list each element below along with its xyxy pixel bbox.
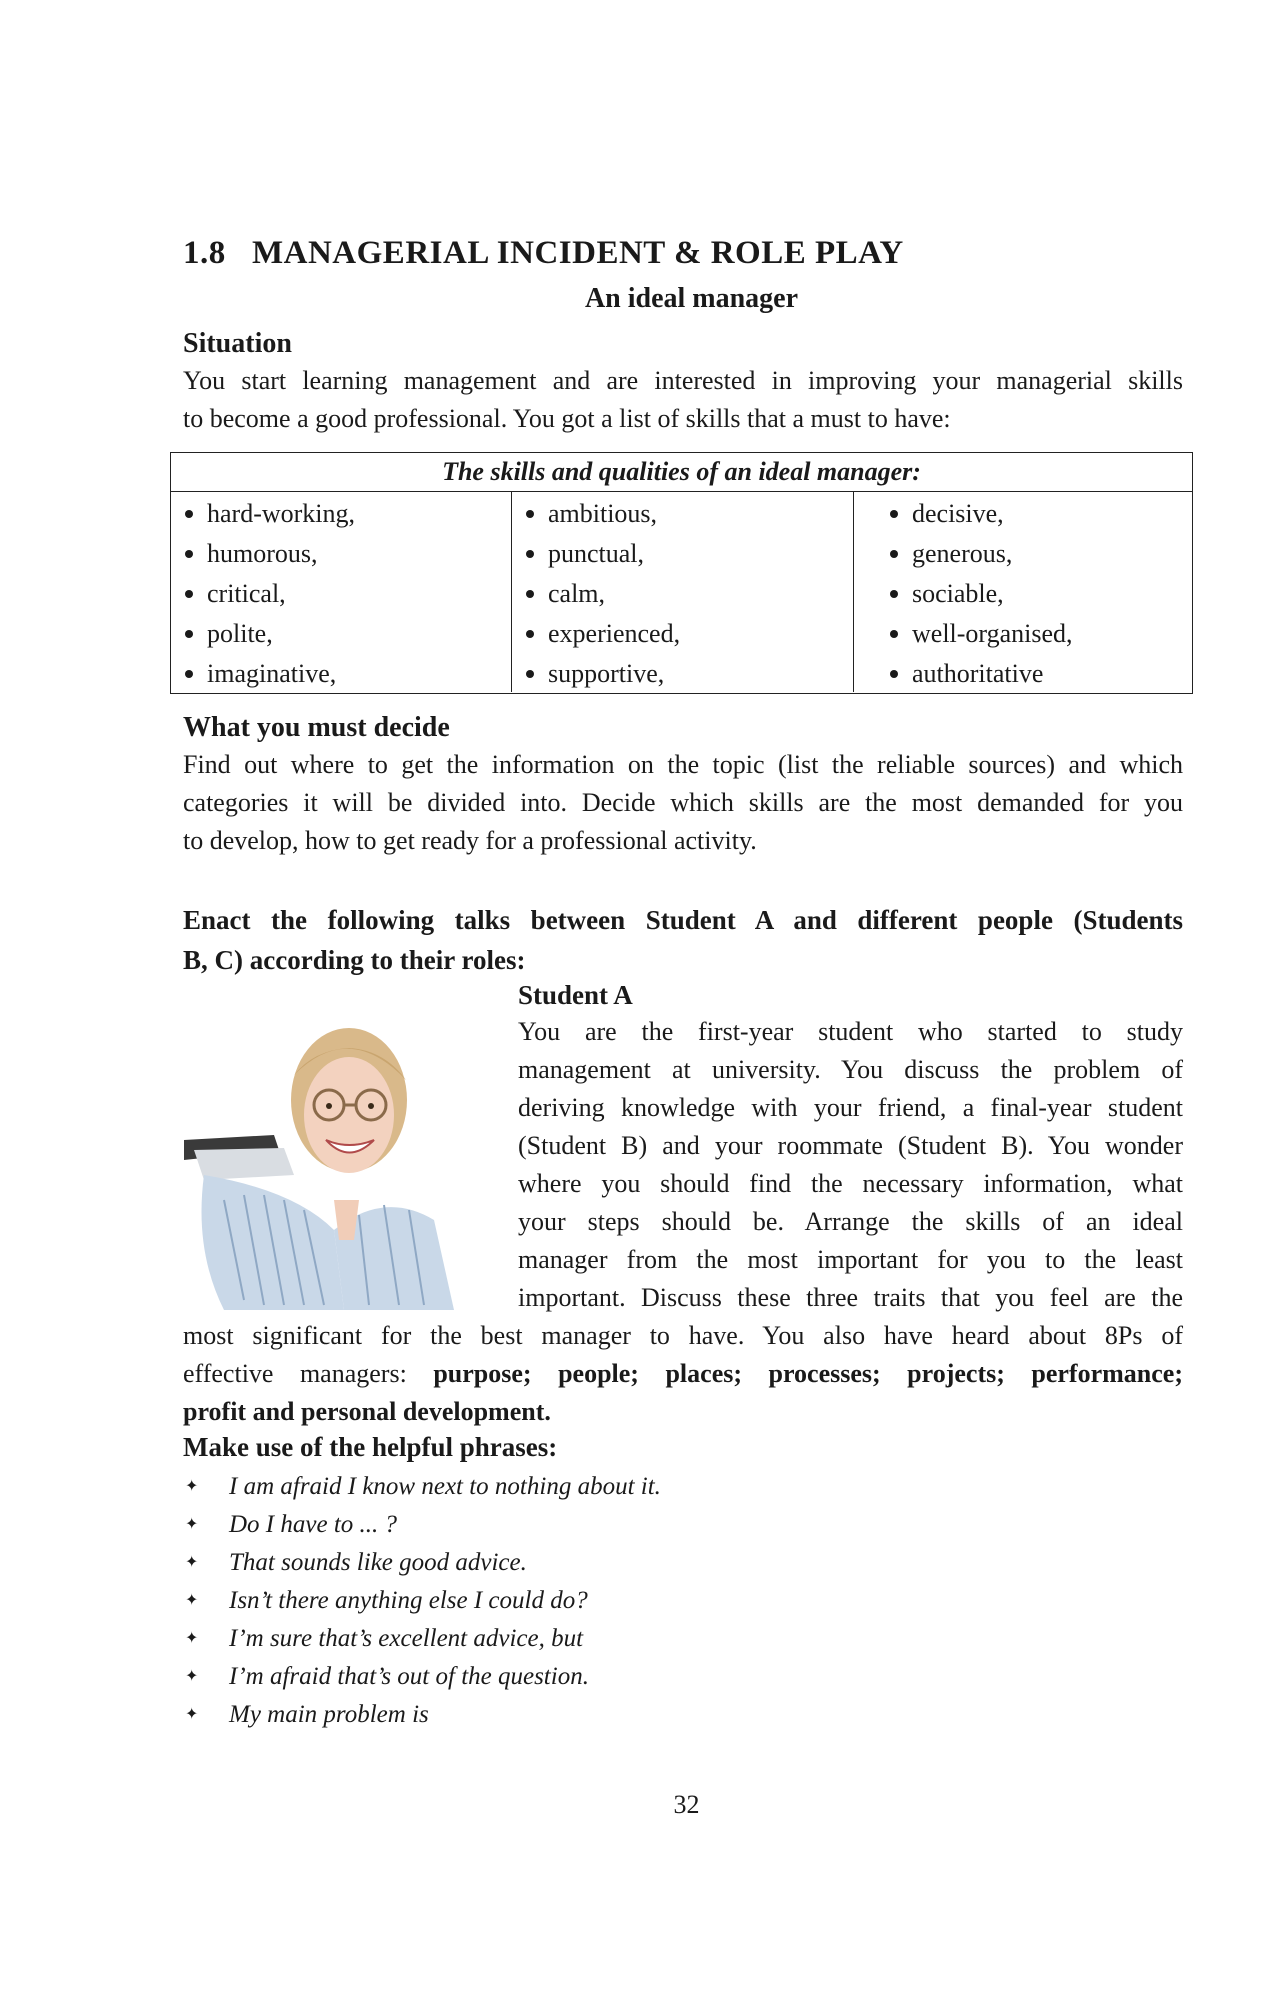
bullet-icon xyxy=(526,670,534,678)
bullet-icon xyxy=(890,510,898,518)
student-a-line: effective managers: purpose; people; places; processes; projects; performance; xyxy=(183,1359,1183,1388)
skill-item: sociable, xyxy=(854,574,1192,614)
decide-line: Find out where to get the information on the topic (list the reliable sources) and which xyxy=(183,750,1183,779)
page-number: 32 xyxy=(673,1790,700,1819)
star-bullet-icon: ✦ xyxy=(185,1554,199,1571)
enact-line: B, C) according to their roles: xyxy=(183,945,526,975)
skill-item: humorous, xyxy=(171,534,511,574)
bullet-icon xyxy=(185,550,193,558)
phrase-item: ✦ I’m sure that’s excellent advice, but xyxy=(183,1620,1183,1658)
bullet-icon xyxy=(185,630,193,638)
student-a-line: most significant for the best manager to have. You also have heard about 8Ps of xyxy=(183,1321,1183,1350)
subtitle: An ideal manager xyxy=(584,283,799,314)
skill-item: decisive, xyxy=(854,494,1192,534)
skill-item: punctual, xyxy=(512,534,853,574)
bullet-icon xyxy=(526,590,534,598)
student-a-line: You are the first-year student who started to study xyxy=(518,1017,1183,1046)
skill-item: ambitious, xyxy=(512,494,853,534)
bullet-icon xyxy=(185,510,193,518)
bullet-icon xyxy=(890,550,898,558)
phrase-item: ✦ My main problem is xyxy=(183,1696,1183,1734)
skill-item: calm, xyxy=(512,574,853,614)
skill-item: well-organised, xyxy=(854,614,1192,654)
section-title xyxy=(183,235,904,272)
skill-item: critical, xyxy=(171,574,511,614)
skill-item: hard-working, xyxy=(171,494,511,534)
enact-line: Enact the following talks between Student A and different people (Students xyxy=(183,905,1183,935)
student-a-line: where you should find the necessary information, what xyxy=(518,1169,1183,1198)
student-photo-illustration xyxy=(184,1000,494,1310)
student-a-full-text xyxy=(183,1317,1183,1431)
phrase-item: ✦ That sounds like good advice. xyxy=(183,1544,1183,1582)
situation-line: You start learning management and are interested in improving your managerial skills xyxy=(183,366,1183,395)
skill-item: supportive, xyxy=(512,654,853,694)
phrases-list xyxy=(183,1468,1183,1734)
star-bullet-icon: ✦ xyxy=(185,1706,199,1723)
bullet-icon xyxy=(890,590,898,598)
skill-item: imaginative, xyxy=(171,654,511,694)
decide-heading: What you must decide xyxy=(183,712,450,743)
phrase-item: ✦ Do I have to ... ? xyxy=(183,1506,1183,1544)
bullet-icon xyxy=(185,590,193,598)
star-bullet-icon: ✦ xyxy=(185,1630,199,1647)
student-a-line: your steps should be. Arrange the skills of an ideal xyxy=(518,1207,1183,1236)
student-a-line: management at university. You discuss the problem of xyxy=(518,1055,1183,1084)
student-a-line: important. Discuss these three traits that you feel are the xyxy=(518,1283,1183,1312)
bullet-icon xyxy=(526,630,534,638)
student-a-heading: Student A xyxy=(518,980,633,1010)
star-bullet-icon: ✦ xyxy=(185,1592,199,1609)
phrase-item: ✦ I am afraid I know next to nothing about it. xyxy=(183,1468,1183,1506)
student-a-line: manager from the most important for you to the least xyxy=(518,1245,1183,1274)
bullet-icon xyxy=(526,510,534,518)
section-title-text: MANAGERIAL INCIDENT & ROLE PLAY xyxy=(252,235,904,271)
phrases-heading: Make use of the helpful phrases: xyxy=(183,1432,558,1462)
decide-paragraph xyxy=(183,746,1183,860)
phrase-item: ✦ I’m afraid that’s out of the question. xyxy=(183,1658,1183,1696)
enact-instruction xyxy=(183,900,1183,980)
decide-line: categories it will be divided into. Decide which skills are the most demanded for you xyxy=(183,788,1183,817)
bullet-icon xyxy=(890,670,898,678)
student-a-line: deriving knowledge with your friend, a final-year student xyxy=(518,1093,1183,1122)
table-column-2 xyxy=(511,492,853,692)
skill-item: polite, xyxy=(171,614,511,654)
section-number: 1.8 xyxy=(183,235,226,271)
situation-paragraph xyxy=(183,362,1183,438)
situation-heading: Situation xyxy=(183,328,292,359)
situation-line: to become a good professional. You got a list of skills that a must to have: xyxy=(183,404,951,433)
student-a-line: profit and personal development. xyxy=(183,1397,551,1426)
bullet-icon xyxy=(185,670,193,678)
star-bullet-icon: ✦ xyxy=(185,1668,199,1685)
table-caption: The skills and qualities of an ideal manager: xyxy=(171,453,1192,492)
skill-item: experienced, xyxy=(512,614,853,654)
student-photo xyxy=(184,1000,494,1310)
table-column-3 xyxy=(853,492,1192,692)
skills-table xyxy=(170,452,1193,694)
star-bullet-icon: ✦ xyxy=(185,1516,199,1533)
bullet-icon xyxy=(526,550,534,558)
bullet-icon xyxy=(890,630,898,638)
student-a-line: (Student B) and your roommate (Student B). You wonder xyxy=(518,1131,1183,1160)
decide-line: to develop, how to get ready for a professional activity. xyxy=(183,826,757,855)
student-a-side-text xyxy=(518,1013,1183,1317)
table-column-1 xyxy=(171,492,511,692)
skill-item: authoritative xyxy=(854,654,1192,694)
phrase-item: ✦ Isn’t there anything else I could do? xyxy=(183,1582,1183,1620)
skill-item: generous, xyxy=(854,534,1192,574)
star-bullet-icon: ✦ xyxy=(185,1478,199,1495)
